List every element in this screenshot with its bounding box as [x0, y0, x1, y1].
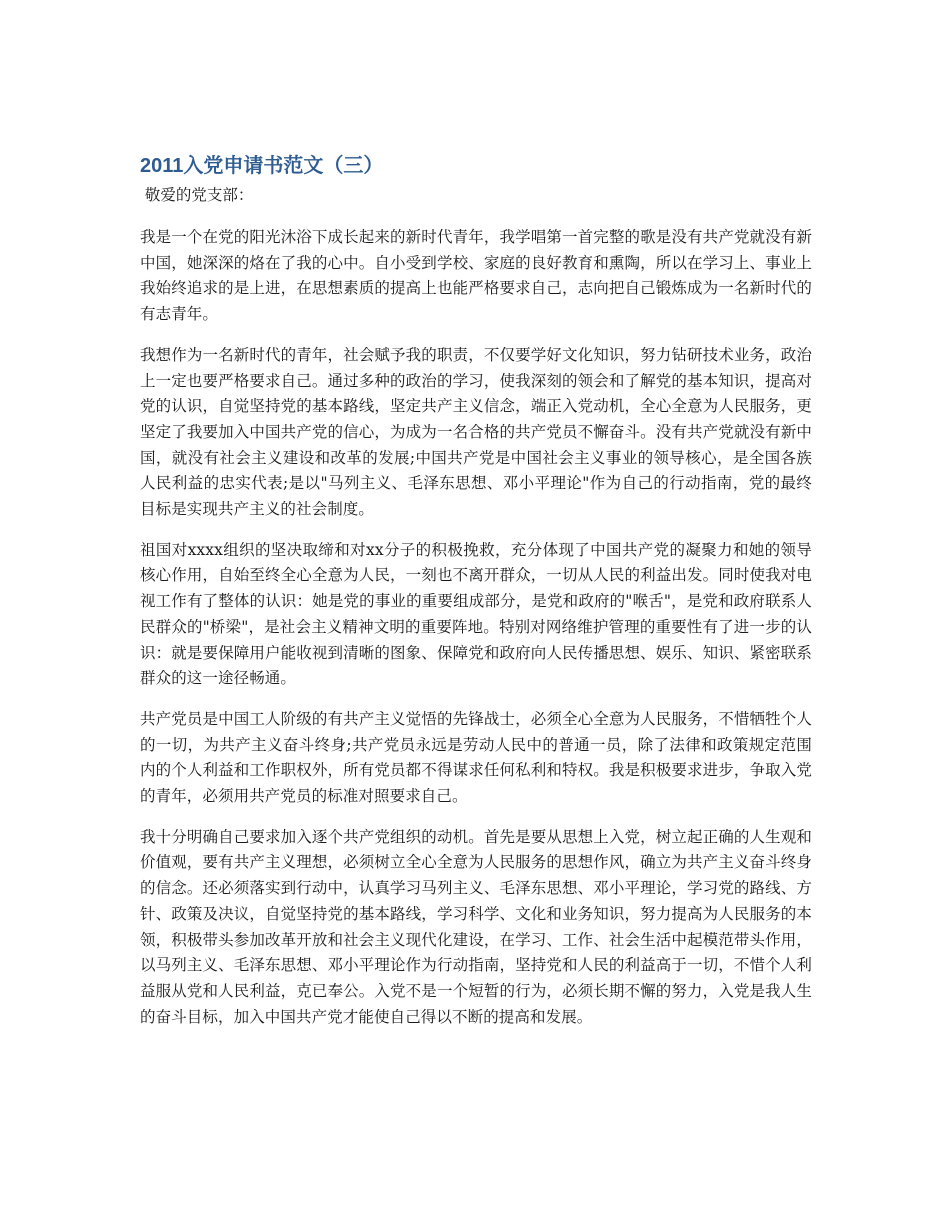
paragraph-5: 我十分明确自己要求加入逐个共产党组织的动机。首先是要从思想上入党，树立起正确的人生观和价值观，要有共产主义理想，必须树立全心全意为人民服务的思想作风，确立为共产主义奋斗终身的信念。还必须落实到行动中，认真学习马列主义、毛泽东思想、邓小平理论，学习党的路线、方针、政策及决议，自觉坚持党的基本路线，学习科学、文化和业务知识，努力提高为人民服务的本领，积极带头参加改革开放和社会主义现代化建设，在学习、工作、社会生活中起模范带头作用，以马列主义、毛泽东思想、邓小平理论作为行动指南，坚持党和人民的利益高于一切，不惜个人利益服从党和人民利益，克已奉公。入党不是一个短暂的行为，必须长期不懈的努力，入党是我人生的奋斗目标，加入中国共产党才能使自己得以不断的提高和发展。: [140, 827, 812, 1026]
document-title: 2011入党申请书范文（三）: [140, 155, 384, 177]
paragraph-2: 我想作为一名新时代的青年，社会赋予我的职责，不仅要学好文化知识，努力钻研技术业务，政治上一定也要严格要求自己。通过多种的政治的学习，使我深刻的领会和了解党的基本知识，提高对党的认识，自觉坚持党的基本路线，坚定共产主义信念，端正入党动机，全心全意为人民服务，更坚定了我要加入中国共产党的信心，为成为一名合格的共产党员不懈奋斗。没有共产党就没有新中国，就没有社会主义建设和改革的发展;中国共产党是中国社会主义事业的领导核心，是全国各族人民利益的忠实代表;是以"马列主义、毛泽东思想、邓小平理论"作为自己的行动指南，党的最终目标是实现共产主义的社会制度。: [140, 345, 812, 519]
paragraph-1: 我是一个在党的阳光沐浴下成长起来的新时代青年，我学唱第一首完整的歌是没有共产党就没有新中国，她深深的烙在了我的心中。自小受到学校、家庭的良好教育和熏陶，所以在学习上、事业上我始终追求的是上进，在思想素质的提高上也能严格要求自己，志向把自己锻炼成为一名新时代的有志青年。: [140, 228, 812, 324]
paragraph-3: 祖国对xxxx组织的坚决取缔和对xx分子的积极挽救，充分体现了中国共产党的凝聚力和她的领导核心作用，自始至终全心全意为人民，一刻也不离开群众，一切从人民的利益出发。同时使我对电视工作有了整体的认识：她是党的事业的重要组成部分，是党和政府的"喉舌"，是党和政府联系人民群众的"桥梁"，是社会主义精神文明的重要阵地。特别对网络维护管理的重要性有了进一步的认识：就是要保障用户能收视到清晰的图象、保障党和政府向人民传播思想、娱乐、知识、紧密联系群众的这一途径畅通。: [140, 540, 812, 688]
document-page: [140, 150, 812, 1045]
paragraph-4: 共产党员是中国工人阶级的有共产主义觉悟的先锋战士，必须全心全意为人民服务，不惜牺牲个人的一切，为共产主义奋斗终身;共产党员永远是劳动人民中的普通一员，除了法律和政策规定范围内的个人利益和工作职权外，所有党员都不得谋求任何私利和特权。我是积极要求进步，争取入党的青年，必须用共产党员的标准对照要求自己。: [140, 709, 812, 806]
salutation: 敬爱的党支部：: [140, 186, 254, 204]
